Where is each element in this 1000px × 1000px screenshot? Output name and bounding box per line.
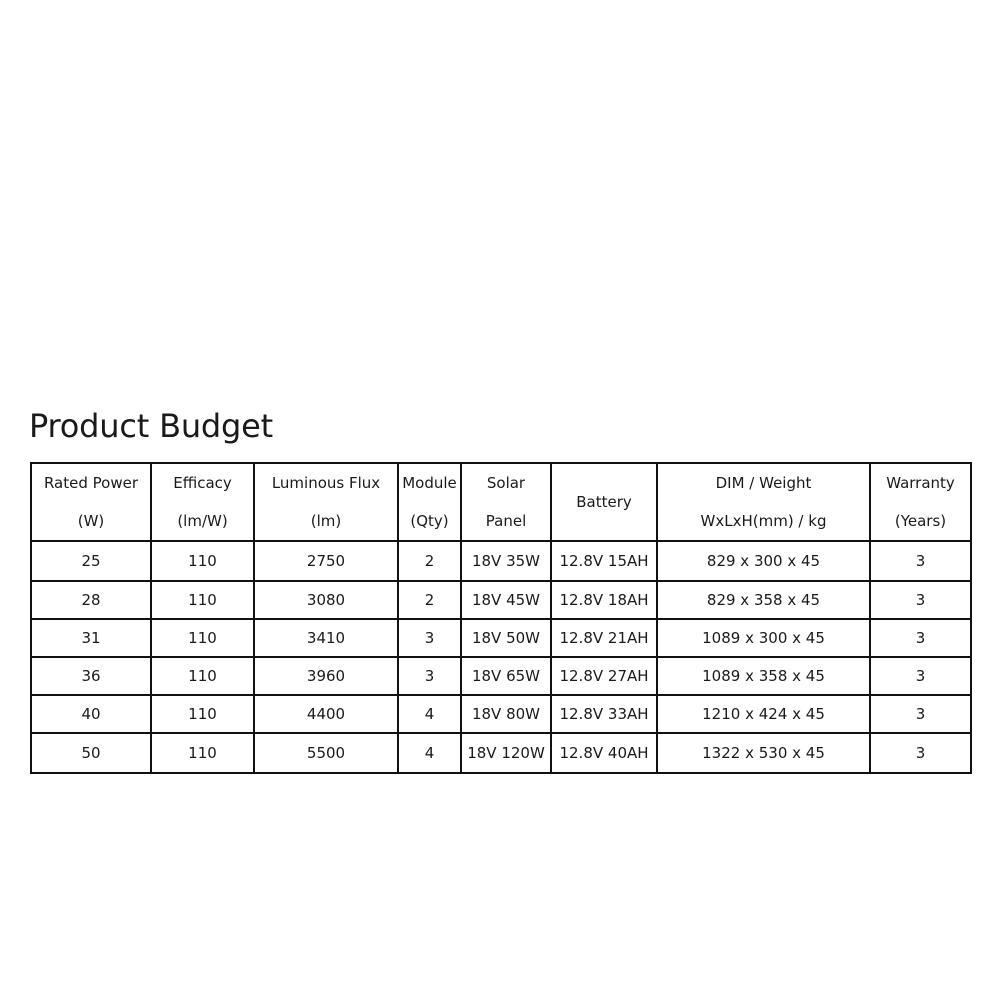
cell-battery: 12.8V 15AH	[551, 541, 657, 581]
header-solar-panel	[461, 463, 551, 541]
cell-dim-weight: 1089 x 358 x 45	[657, 657, 870, 695]
page-title: Product Budget	[29, 407, 273, 445]
cell-solar-panel: 18V 50W	[461, 619, 551, 657]
header-unit: (lm)	[310, 512, 342, 530]
cell-efficacy: 110	[151, 581, 254, 619]
table-row	[31, 733, 971, 773]
header-warranty	[870, 463, 971, 541]
cell-solar-panel: 18V 65W	[461, 657, 551, 695]
cell-battery: 12.8V 27AH	[551, 657, 657, 695]
cell-battery: 12.8V 18AH	[551, 581, 657, 619]
cell-dim-weight: 1322 x 530 x 45	[657, 733, 870, 773]
cell-warranty: 3	[870, 619, 971, 657]
header-label: Rated Power	[43, 474, 139, 492]
cell-luminous-flux: 3960	[254, 657, 398, 695]
header-dim-weight	[657, 463, 870, 541]
header-efficacy	[151, 463, 254, 541]
cell-battery: 12.8V 40AH	[551, 733, 657, 773]
header-module	[398, 463, 461, 541]
header-label: Warranty	[886, 474, 955, 492]
cell-module: 2	[398, 541, 461, 581]
header-battery	[551, 463, 657, 541]
cell-dim-weight: 829 x 358 x 45	[657, 581, 870, 619]
cell-dim-weight: 1210 x 424 x 45	[657, 695, 870, 733]
cell-efficacy: 110	[151, 541, 254, 581]
header-unit: (Qty)	[410, 512, 449, 530]
cell-efficacy: 110	[151, 619, 254, 657]
header-rated-power	[31, 463, 151, 541]
header-unit: (lm/W)	[177, 512, 228, 530]
header-unit: (W)	[77, 512, 105, 530]
cell-rated-power: 28	[31, 581, 151, 619]
cell-module: 2	[398, 581, 461, 619]
cell-rated-power: 36	[31, 657, 151, 695]
header-label: Solar	[486, 474, 526, 492]
cell-rated-power: 40	[31, 695, 151, 733]
cell-module: 4	[398, 733, 461, 773]
product-spec-table	[30, 462, 972, 774]
cell-warranty: 3	[870, 695, 971, 733]
cell-battery: 12.8V 33AH	[551, 695, 657, 733]
cell-battery: 12.8V 21AH	[551, 619, 657, 657]
cell-rated-power: 50	[31, 733, 151, 773]
table-row	[31, 657, 971, 695]
cell-solar-panel: 18V 120W	[461, 733, 551, 773]
cell-efficacy: 110	[151, 695, 254, 733]
table-row	[31, 581, 971, 619]
cell-warranty: 3	[870, 541, 971, 581]
cell-rated-power: 31	[31, 619, 151, 657]
cell-efficacy: 110	[151, 733, 254, 773]
header-label: Efficacy	[173, 474, 232, 492]
header-label: Battery	[576, 493, 632, 511]
table-row	[31, 619, 971, 657]
cell-dim-weight: 829 x 300 x 45	[657, 541, 870, 581]
cell-luminous-flux: 3410	[254, 619, 398, 657]
cell-dim-weight: 1089 x 300 x 45	[657, 619, 870, 657]
cell-luminous-flux: 2750	[254, 541, 398, 581]
cell-solar-panel: 18V 45W	[461, 581, 551, 619]
header-unit: WxLxH(mm) / kg	[700, 512, 827, 530]
cell-warranty: 3	[870, 581, 971, 619]
header-label: Module	[402, 474, 457, 492]
cell-warranty: 3	[870, 657, 971, 695]
header-row	[31, 463, 971, 541]
header-unit: Panel	[485, 512, 527, 530]
cell-efficacy: 110	[151, 657, 254, 695]
cell-module: 3	[398, 657, 461, 695]
cell-luminous-flux: 4400	[254, 695, 398, 733]
cell-rated-power: 25	[31, 541, 151, 581]
header-label: Luminous Flux	[271, 474, 381, 492]
cell-warranty: 3	[870, 733, 971, 773]
cell-solar-panel: 18V 80W	[461, 695, 551, 733]
header-label: DIM / Weight	[715, 474, 812, 492]
header-unit: (Years)	[894, 512, 947, 530]
cell-module: 3	[398, 619, 461, 657]
cell-module: 4	[398, 695, 461, 733]
table-row	[31, 541, 971, 581]
table-row	[31, 695, 971, 733]
cell-luminous-flux: 3080	[254, 581, 398, 619]
header-luminous-flux	[254, 463, 398, 541]
cell-luminous-flux: 5500	[254, 733, 398, 773]
cell-solar-panel: 18V 35W	[461, 541, 551, 581]
